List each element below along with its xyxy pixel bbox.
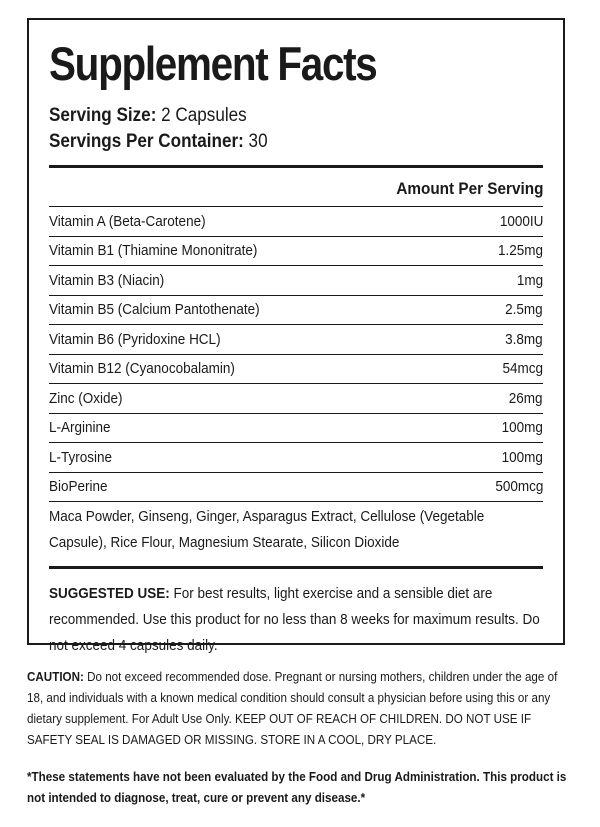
servings-per-container-label: Servings Per Container: [49,131,244,152]
nutrient-amount: 2.5mg [505,301,543,319]
amount-header-row [49,168,543,200]
nutrient-name: Vitamin B6 (Pyridoxine HCL) [49,330,221,348]
suggested-use [49,581,542,659]
caution-label: CAUTION: [27,669,84,684]
nutrient-name: Vitamin B12 (Cyanocobalamin) [49,360,235,378]
nutrient-name: BioPerine [49,478,108,496]
serving-size-value: 2 Capsules [156,105,247,126]
nutrient-row [49,325,543,355]
divider-thick-bottom [49,566,543,569]
fda-disclaimer: *These statements have not been evaluated by the Food and Drug Administration. This product is not intended to diagnose, treat, cure or prevent any disease.* [27,769,567,805]
nutrient-name: L-Tyrosine [49,448,113,466]
nutrient-name: Vitamin A (Beta-Carotene) [49,212,206,230]
nutrient-table [49,206,543,502]
nutrient-amount: 1mg [516,271,543,289]
nutrient-row [49,355,543,385]
serving-size-label: Serving Size: [49,105,157,126]
panel-title: Supplement Facts [49,37,377,90]
servings-per-container [49,129,494,155]
suggested-use-label: SUGGESTED USE: [49,585,170,602]
nutrient-name: Vitamin B5 (Calcium Pantothenate) [49,301,260,319]
nutrient-row [49,443,543,473]
nutrient-amount: 500mcg [494,478,543,496]
other-ingredients: Maca Powder, Ginseng, Ginger, Asparagus Extract, Cellulose (Vegetable Capsule), Rice Flour, Magnesium Stearate, Silicon Dioxide [49,508,485,551]
caution-text: Do not exceed recommended dose. Pregnant or nursing mothers, children under the age of 18, and individuals with a known medical condition should consult a physician before using this or any dietary supplement. For Adult Use Only. KEEP OUT OF REACH OF CHILDREN. DO NOT USE IF SAFETY SEAL IS DAMAGED OR MISSING. STORE IN A COOL, DRY PLACE. [27,669,558,747]
panel-content [49,20,543,659]
nutrient-row [49,384,543,414]
nutrient-row [49,207,543,237]
supplement-facts-panel [27,18,565,654]
nutrient-name: Vitamin B1 (Thiamine Mononitrate) [49,242,258,260]
suggested-use-text: For best results, light exercise and a sensible diet are recommended. Use this product for no less than 8 weeks for maximum results. Do not exceed 4 capsules daily. [49,585,540,654]
serving-info [49,103,494,155]
nutrient-row [49,237,543,267]
servings-per-container-value: 30 [243,131,268,152]
nutrient-amount: 26mg [509,389,543,407]
nutrient-amount: 100mg [501,419,543,437]
nutrient-row [49,473,543,503]
amount-per-serving-header: Amount Per Serving [395,179,543,198]
nutrient-name: L-Arginine [49,419,111,437]
nutrient-amount: 100mg [501,448,543,466]
nutrient-name: Zinc (Oxide) [49,389,123,407]
nutrient-row [49,266,543,296]
serving-size [49,103,494,129]
nutrient-amount: 1000IU [499,212,543,230]
nutrient-amount: 3.8mg [505,330,543,348]
nutrient-row [49,296,543,326]
nutrient-amount: 1.25mg [497,242,543,260]
nutrient-name: Vitamin B3 (Niacin) [49,271,165,289]
nutrient-row [49,414,543,444]
caution-statement [27,666,564,750]
nutrient-amount: 54mcg [502,360,543,378]
